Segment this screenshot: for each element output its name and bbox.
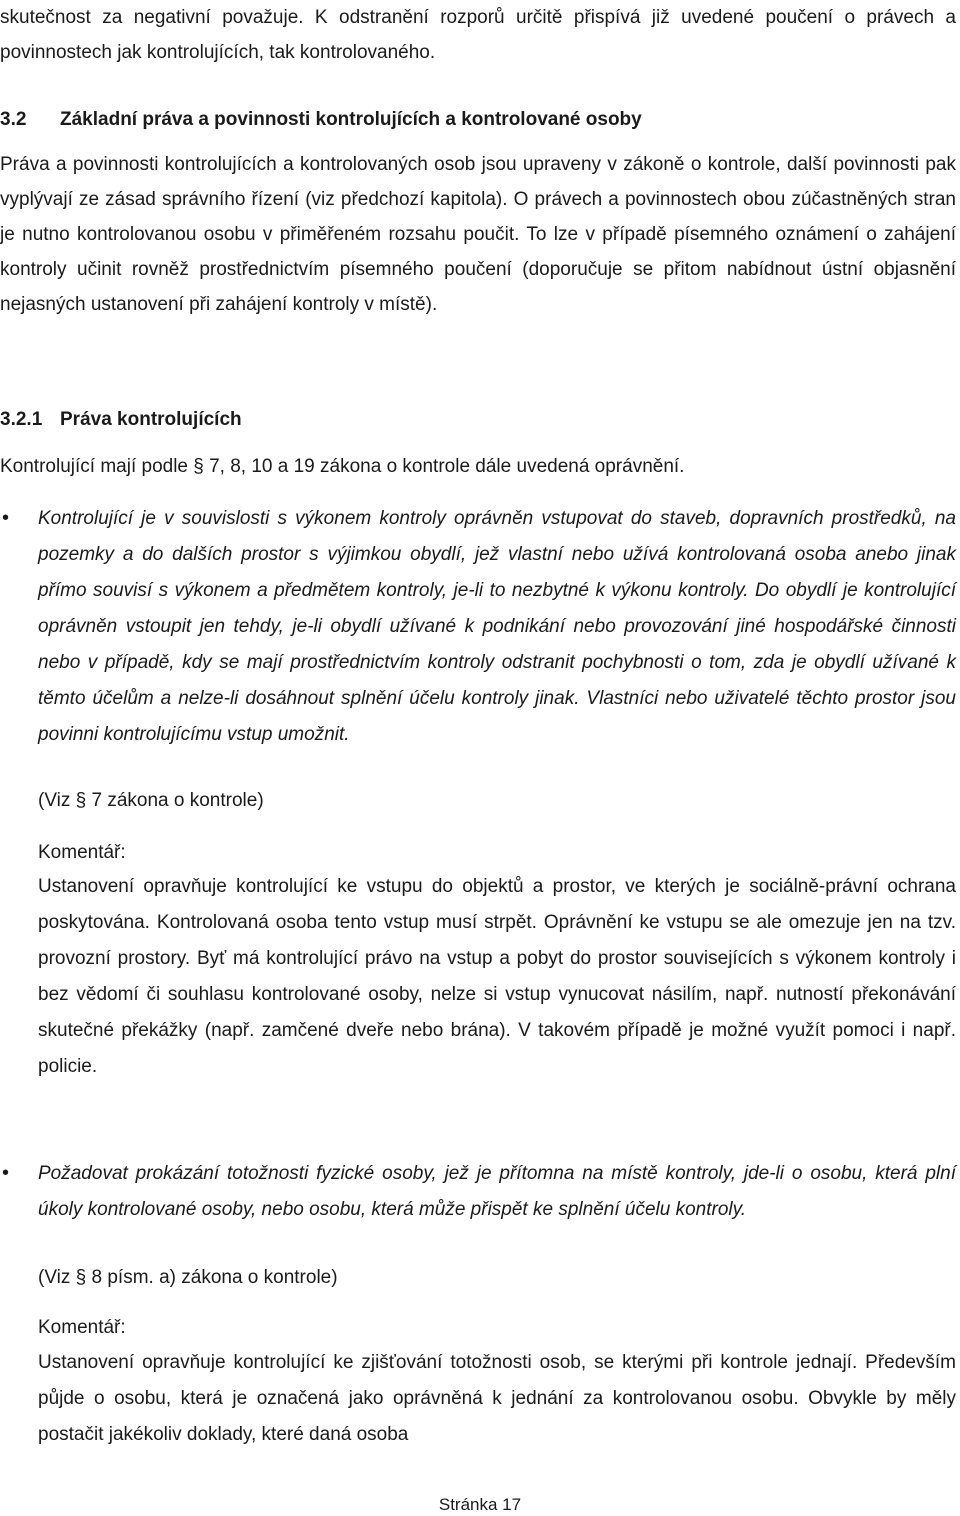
section-title: Základní práva a povinnosti kontrolujících a kontrolované osoby: [60, 109, 642, 130]
bullet-2-comment: Ustanovení opravňuje kontrolující ke zjišťování totožnosti osob, se kterými při kontrole jednají. Především půjde o osobu, která je označená jako oprávněná k jednání za kontrolovanou osobu. Obvykle by měly postačit jakékoliv doklady, které daná osoba: [38, 1352, 956, 1445]
subsection-number: 3.2.1: [0, 409, 43, 430]
bullet-marker: •: [2, 507, 10, 529]
page-number-footer: Stránka 17: [438, 1495, 522, 1514]
bullet-1-comment-label: Komentář:: [38, 842, 126, 863]
section-heading-3-2-1: [0, 406, 242, 434]
bullet-2-reference: (Viz § 8 písm. a) zákona o kontrole): [38, 1267, 338, 1288]
intro-paragraph: skutečnost za negativní považuje. K odstranění rozporů určitě přispívá již uvedené poučení o právech a povinnostech jak kontrolujících, tak kontrolovaného.: [0, 7, 956, 63]
bullet-2-comment-label: Komentář:: [38, 1317, 126, 1338]
section-heading-3-2: [0, 106, 642, 134]
bullet-1-reference: (Viz § 7 zákona o kontrole): [38, 790, 264, 811]
bullet-2-text: Požadovat prokázání totožnosti fyzické osoby, jež je přítomna na místě kontroly, jde-li o osobu, která plní úkoly kontrolované osoby, nebo osobu, která může přispět ke splnění účelu kontroly.: [38, 1163, 956, 1220]
bullet-1-comment: Ustanovení opravňuje kontrolující ke vstupu do objektů a prostor, ve kterých je sociálně-právní ochrana poskytována. Kontrolovaná osoba tento vstup musí strpět. Oprávnění ke vstupu se ale omezuje jen na tzv. provozní prostory. Byť má kontrolující právo na vstup a pobyt do prostor souvisejících s výkonem kontroly i bez vědomí či souhlasu kontrolované osoby, nelze si vstup vynucovat násilím, např. nutností překonávání skutečné překážky (např. zamčené dveře nebo brána). V takovém případě je možné využít pomoci i např. policie.: [38, 876, 956, 1077]
section-number: 3.2: [0, 109, 27, 130]
bullet-1-text: Kontrolující je v souvislosti s výkonem kontroly oprávněn vstupovat do staveb, dopravních prostředků, na pozemky a do dalších prostor s výjimkou obydlí, jež vlastní nebo užívá kontrolovaná osoba anebo jinak přímo souvisí s výkonem a předmětem kontroly, je-li to nezbytné k výkonu kontroly. Do obydlí je kontrolující oprávněn vstoupit jen tehdy, je-li obydlí užívané k podnikání nebo provozování jiné hospodářské činnosti nebo v případě, kdy se mají prostřednictvím kontroly odstranit pochybnosti o tom, zda je obydlí užívané k těmto účelům a nelze-li dosáhnout splnění účelu kontroly jinak. Vlastníci nebo uživatelé těchto prostor jsou povinni kontrolujícímu vstup umožnit.: [38, 508, 956, 745]
subsection-title: Práva kontrolujících: [60, 409, 242, 430]
section-3-2-body: Práva a povinnosti kontrolujících a kontrolovaných osob jsou upraveny v zákoně o kontrole, další povinnosti pak vyplývají ze zásad správního řízení (viz předchozí kapitola). O právech a povinnostech obou zúčastněných stran je nutno kontrolovanou osobu v přiměřeném rozsahu poučit. To lze v případě písemného oznámení o zahájení kontroly učinit rovněž prostřednictvím písemného poučení (doporučuje se přitom nabídnout ústní objasnění nejasných ustanovení při zahájení kontroly v místě).: [0, 154, 956, 315]
bullet-marker: •: [2, 1162, 10, 1184]
section-3-2-1-body: Kontrolující mají podle § 7, 8, 10 a 19 zákona o kontrole dále uvedená oprávnění.: [0, 456, 685, 477]
